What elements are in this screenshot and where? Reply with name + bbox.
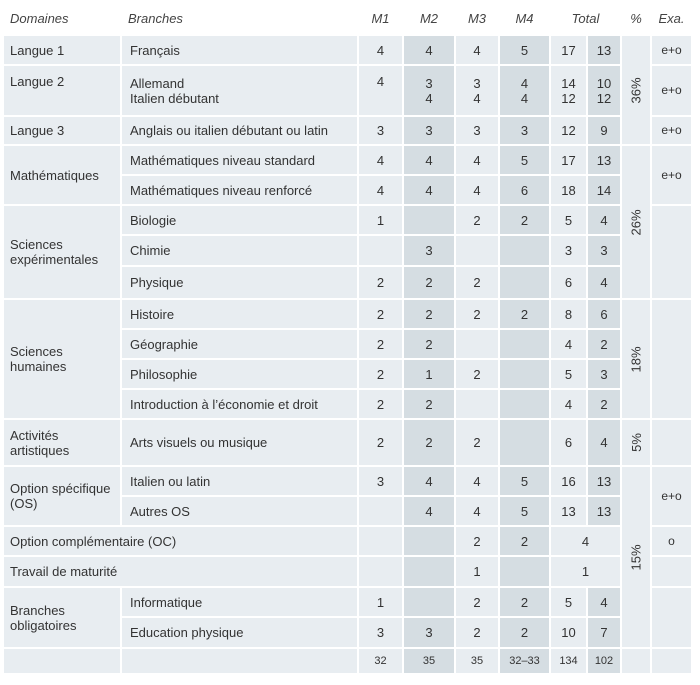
pct-cell xyxy=(622,300,650,418)
m3-cell xyxy=(456,390,498,418)
pct-math-sci: 26% xyxy=(628,208,644,236)
branch-cell: Anglais ou italien débutant ou latin xyxy=(122,117,357,144)
branch-cell: Education physique xyxy=(122,618,357,647)
total1-cell xyxy=(551,66,586,115)
branch-cell: Mathématiques niveau standard xyxy=(122,146,357,174)
total-cell: 1 xyxy=(551,557,620,586)
m1-cell: 4 xyxy=(359,66,402,115)
m3-cell: 2 xyxy=(456,206,498,234)
m3-cell xyxy=(456,330,498,358)
m4-cell xyxy=(500,360,549,388)
m3-cell: 1 xyxy=(456,557,498,586)
m2-cell: 2 xyxy=(404,420,454,465)
domain-cell xyxy=(4,420,120,465)
m1-cell xyxy=(359,557,402,586)
header-total: Total xyxy=(571,10,600,26)
m4-cell xyxy=(500,267,549,298)
branch-line: Allemand xyxy=(130,75,185,91)
total2-cell: 13 xyxy=(588,467,620,495)
total2-cell: 14 xyxy=(588,176,620,204)
branch-cell: Italien ou latin xyxy=(122,467,357,495)
pct-cell xyxy=(622,649,650,673)
m1-cell: 1 xyxy=(359,588,402,616)
pct-cell xyxy=(622,420,650,465)
m4-cell xyxy=(500,420,549,465)
m2-cell: 4 xyxy=(404,176,454,204)
m1-cell: 2 xyxy=(359,330,402,358)
exa-cell: o xyxy=(652,527,691,555)
m1-cell xyxy=(359,497,402,525)
branch-cell: Français xyxy=(122,36,357,64)
value-line: 3 xyxy=(425,75,433,91)
m4-cell xyxy=(500,66,549,115)
total1-cell: 8 xyxy=(551,300,586,328)
m3-cell: 2 xyxy=(456,420,498,465)
domain-cell xyxy=(4,649,120,673)
domain-cell: Travail de maturité xyxy=(4,557,357,586)
domain-line: expérimentales xyxy=(10,252,99,267)
m4-cell xyxy=(500,557,549,586)
m3-cell: 3 xyxy=(456,117,498,144)
m4-cell xyxy=(500,390,549,418)
table-row xyxy=(4,117,691,144)
domain-cell: Option complémentaire (OC) xyxy=(4,527,357,555)
m1-cell: 4 xyxy=(359,146,402,174)
m4-total: 32–33 xyxy=(500,649,549,673)
total1-cell: 13 xyxy=(551,497,586,525)
m2-cell: 4 xyxy=(404,497,454,525)
branch-cell: Autres OS xyxy=(122,497,357,525)
table-row xyxy=(4,36,691,64)
m2-cell xyxy=(404,527,454,555)
m2-cell: 2 xyxy=(404,330,454,358)
table-row xyxy=(4,467,691,495)
exa-cell xyxy=(652,300,691,418)
m2-cell: 4 xyxy=(404,467,454,495)
pct-cell xyxy=(622,467,650,647)
domain-line: artistiques xyxy=(10,442,70,458)
pct-cell xyxy=(622,146,650,298)
domain-cell: Langue 2 xyxy=(4,66,120,115)
total1-cell: 6 xyxy=(551,267,586,298)
total1-cell: 17 xyxy=(551,36,586,64)
m3-cell: 4 xyxy=(456,467,498,495)
total2-cell xyxy=(588,66,620,115)
m2-cell: 3 xyxy=(404,117,454,144)
branch-cell: Introduction à l’économie et droit xyxy=(122,390,357,418)
total1-cell: 10 xyxy=(551,618,586,647)
header-m3: M3 xyxy=(467,10,487,26)
pct-options: 15% xyxy=(628,543,644,571)
m1-cell: 2 xyxy=(359,390,402,418)
total2-sum: 102 xyxy=(588,649,620,673)
m1-cell: 4 xyxy=(359,176,402,204)
branch-cell: Mathématiques niveau renforcé xyxy=(122,176,357,204)
domain-line: obligatoires xyxy=(10,617,77,633)
m4-cell: 2 xyxy=(500,618,549,647)
domain-cell xyxy=(4,206,120,298)
m4-cell: 5 xyxy=(500,36,549,64)
m2-cell xyxy=(404,557,454,586)
value-line: 10 xyxy=(596,75,612,91)
exa-cell xyxy=(652,557,691,586)
m2-cell: 4 xyxy=(404,146,454,174)
header-pct: % xyxy=(630,10,642,26)
total1-cell: 5 xyxy=(551,360,586,388)
m4-cell: 2 xyxy=(500,527,549,555)
table-row xyxy=(4,300,691,328)
value-line: 3 xyxy=(473,75,481,91)
m3-cell: 4 xyxy=(456,36,498,64)
domain-line: humaines xyxy=(10,359,67,374)
value-line: 14 xyxy=(561,75,576,91)
m2-cell: 2 xyxy=(404,390,454,418)
m1-cell: 2 xyxy=(359,360,402,388)
curriculum-table xyxy=(2,0,693,675)
total2-cell: 4 xyxy=(588,588,620,616)
total1-cell: 4 xyxy=(551,390,586,418)
value-line: 4 xyxy=(425,90,433,106)
total2-cell: 7 xyxy=(588,618,620,647)
header-m2: M2 xyxy=(419,10,439,26)
exa-cell: e+o xyxy=(652,146,691,204)
table-row xyxy=(4,206,691,234)
total2-cell: 4 xyxy=(588,420,620,465)
value-line: 4 xyxy=(520,90,529,106)
m4-cell xyxy=(500,236,549,265)
table-row xyxy=(4,557,691,586)
total1-cell: 5 xyxy=(551,206,586,234)
m1-cell: 1 xyxy=(359,206,402,234)
branch-cell xyxy=(122,66,357,115)
pct-arts: 5% xyxy=(628,433,644,452)
exa-cell xyxy=(652,588,691,647)
m4-cell xyxy=(500,330,549,358)
branch-cell: Physique xyxy=(122,267,357,298)
m3-cell: 2 xyxy=(456,360,498,388)
total1-cell: 5 xyxy=(551,588,586,616)
m2-cell xyxy=(404,66,454,115)
branch-cell: Philosophie xyxy=(122,360,357,388)
header-m1: M1 xyxy=(371,10,390,26)
value-line: 4 xyxy=(473,90,481,106)
table-row xyxy=(4,527,691,555)
m3-total: 35 xyxy=(456,649,498,673)
m1-cell: 3 xyxy=(359,618,402,647)
table-row xyxy=(4,66,691,115)
total2-cell: 4 xyxy=(588,267,620,298)
total-cell: 4 xyxy=(551,527,620,555)
total2-cell: 6 xyxy=(588,300,620,328)
branch-cell: Chimie xyxy=(122,236,357,265)
total2-cell: 13 xyxy=(588,497,620,525)
value-line: 12 xyxy=(561,90,576,106)
exa-cell: e+o xyxy=(652,36,691,64)
exa-cell: e+o xyxy=(652,117,691,144)
total2-cell: 9 xyxy=(588,117,620,144)
branch-cell: Histoire xyxy=(122,300,357,328)
m4-cell: 5 xyxy=(500,467,549,495)
total2-cell: 13 xyxy=(588,36,620,64)
total2-cell: 4 xyxy=(588,206,620,234)
branch-cell: Arts visuels ou musique xyxy=(122,420,357,465)
exa-cell: e+o xyxy=(652,467,691,525)
m4-cell: 2 xyxy=(500,588,549,616)
header-m4: M4 xyxy=(515,10,534,26)
table-row xyxy=(4,146,691,174)
table-row xyxy=(4,588,691,616)
header-row xyxy=(4,2,691,34)
total2-cell: 13 xyxy=(588,146,620,174)
m1-cell: 3 xyxy=(359,467,402,495)
m4-cell: 2 xyxy=(500,300,549,328)
m3-cell: 4 xyxy=(456,497,498,525)
m4-cell: 3 xyxy=(500,117,549,144)
m2-cell xyxy=(404,206,454,234)
domain-cell xyxy=(4,467,120,525)
m4-cell: 5 xyxy=(500,497,549,525)
m1-cell: 2 xyxy=(359,300,402,328)
total1-cell: 12 xyxy=(551,117,586,144)
m2-cell: 2 xyxy=(404,300,454,328)
m3-cell: 2 xyxy=(456,588,498,616)
footer-row xyxy=(4,649,691,673)
domain-line: Option spécifique xyxy=(10,481,111,496)
branch-cell: Géographie xyxy=(122,330,357,358)
total1-cell: 3 xyxy=(551,236,586,265)
total2-cell: 3 xyxy=(588,236,620,265)
m2-cell xyxy=(404,588,454,616)
domain-cell xyxy=(4,300,120,418)
total1-cell: 16 xyxy=(551,467,586,495)
domain-cell xyxy=(4,588,120,647)
m4-cell: 2 xyxy=(500,206,549,234)
m3-cell: 4 xyxy=(456,146,498,174)
branch-cell xyxy=(122,649,357,673)
table-row xyxy=(4,420,691,465)
domain-line: Sciences xyxy=(10,237,63,252)
branch-cell: Informatique xyxy=(122,588,357,616)
domain-line: Sciences xyxy=(10,344,63,359)
total1-cell: 17 xyxy=(551,146,586,174)
total1-sum: 134 xyxy=(551,649,586,673)
m1-cell xyxy=(359,527,402,555)
exa-cell xyxy=(652,420,691,465)
m1-cell: 3 xyxy=(359,117,402,144)
m2-cell: 4 xyxy=(404,36,454,64)
pct-cell xyxy=(622,36,650,144)
value-line: 4 xyxy=(520,75,529,91)
domain-cell: Langue 1 xyxy=(4,36,120,64)
exa-cell xyxy=(652,206,691,298)
m1-cell: 4 xyxy=(359,36,402,64)
m2-total: 35 xyxy=(404,649,454,673)
m1-cell: 2 xyxy=(359,267,402,298)
m3-cell xyxy=(456,66,498,115)
total2-cell: 3 xyxy=(588,360,620,388)
domain-line: (OS) xyxy=(10,496,38,511)
domain-line: Branches xyxy=(10,602,65,618)
m2-cell: 1 xyxy=(404,360,454,388)
total2-cell: 2 xyxy=(588,390,620,418)
m3-cell: 2 xyxy=(456,267,498,298)
total1-cell: 18 xyxy=(551,176,586,204)
domain-line: Activités xyxy=(10,427,59,443)
exa-cell xyxy=(652,649,691,673)
header-exa: Exa. xyxy=(658,10,685,26)
m1-cell xyxy=(359,236,402,265)
total1-cell: 4 xyxy=(551,330,586,358)
m3-cell: 4 xyxy=(456,176,498,204)
m3-cell: 2 xyxy=(456,300,498,328)
exa-cell: e+o xyxy=(652,66,691,115)
pct-humaines: 18% xyxy=(628,345,644,373)
total2-cell: 2 xyxy=(588,330,620,358)
m1-total: 32 xyxy=(359,649,402,673)
m2-cell: 3 xyxy=(404,236,454,265)
pct-langues: 36% xyxy=(628,76,644,104)
branch-cell: Biologie xyxy=(122,206,357,234)
total1-cell: 6 xyxy=(551,420,586,465)
header-domaines: Domaines xyxy=(10,10,69,26)
domain-cell: Langue 3 xyxy=(4,117,120,144)
value-line: 12 xyxy=(596,90,612,106)
m4-cell: 6 xyxy=(500,176,549,204)
m3-cell: 2 xyxy=(456,618,498,647)
header-branches: Branches xyxy=(128,10,183,26)
m2-cell: 3 xyxy=(404,618,454,647)
branch-line: Italien débutant xyxy=(130,90,219,106)
m1-cell: 2 xyxy=(359,420,402,465)
domain-cell: Mathématiques xyxy=(4,146,120,204)
m4-cell: 5 xyxy=(500,146,549,174)
m3-cell: 2 xyxy=(456,527,498,555)
m2-cell: 2 xyxy=(404,267,454,298)
m3-cell xyxy=(456,236,498,265)
